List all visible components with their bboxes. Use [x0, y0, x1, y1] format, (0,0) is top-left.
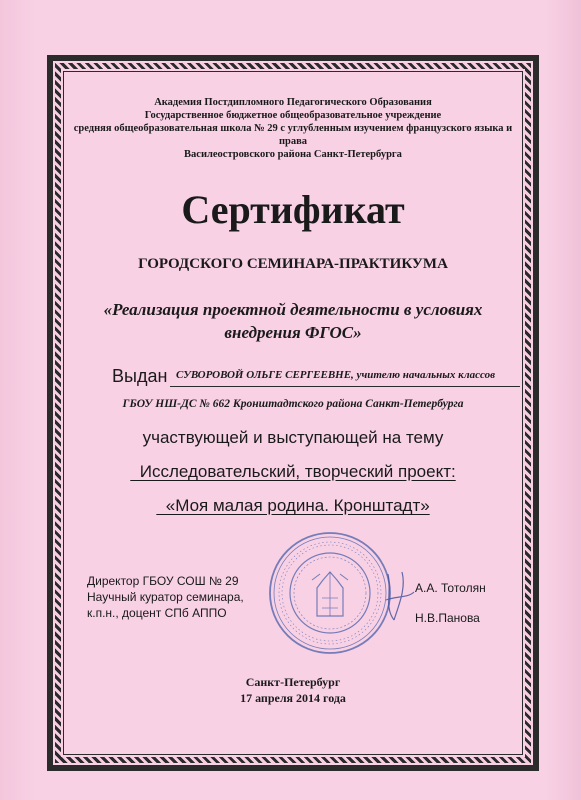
curator-name: Н.В.Панова — [415, 611, 480, 625]
issued-label: Выдан — [112, 366, 168, 386]
header-line-4: Василеостровского района Санкт-Петербурга — [184, 149, 402, 160]
official-seal-stamp — [265, 528, 395, 658]
participation-text: участвующей и выступающей на тему — [142, 428, 444, 447]
issue-date: 17 апреля 2014 года — [240, 691, 346, 705]
recipient-school: ГБОУ НШ-ДС № 662 Кронштадтского района Санкт-Петербурга — [122, 398, 464, 410]
institution-header — [70, 96, 516, 161]
topic-line-1: «Реализация проектной деятельности в условиях — [103, 300, 483, 319]
director-title: Директор ГБОУ СОШ № 29 — [87, 574, 239, 588]
certificate-subtitle: ГОРОДСКОГО СЕМИНАРА-ПРАКТИКУМА — [138, 256, 448, 272]
project-line-2: «Моя малая родина. Кронштадт» — [156, 496, 430, 515]
certificate-title: Сертификат — [181, 187, 405, 232]
header-line-3: средняя общеобразовательная школа № 29 с углубленным изучением французского языка и права — [73, 123, 513, 147]
project-line-1: Исследовательский, творческий проект: — [130, 462, 456, 481]
curator-title-2: к.п.н., доцент СПб АППО — [87, 606, 227, 620]
curator-title-1: Научный куратор семинара, — [87, 590, 244, 604]
handwritten-signature — [380, 562, 420, 632]
seminar-topic — [90, 298, 496, 344]
issue-place-date — [70, 674, 516, 706]
issue-city: Санкт-Петербург — [245, 675, 341, 689]
issued-underline — [170, 386, 520, 387]
recipient-name: СУВОРОВОЙ ОЛЬГЕ СЕРГЕЕВНЕ, учителю начальных классов — [176, 369, 496, 381]
header-line-2: Государственное бюджетное общеобразовательное учреждение — [144, 110, 442, 121]
header-line-1: Академия Постдипломного Педагогического Образования — [154, 97, 432, 108]
topic-line-2: внедрения ФГОС» — [224, 323, 362, 342]
signatories-titles — [87, 573, 244, 621]
signatories-names — [415, 573, 486, 633]
director-name: А.А. Тотолян — [415, 581, 486, 595]
